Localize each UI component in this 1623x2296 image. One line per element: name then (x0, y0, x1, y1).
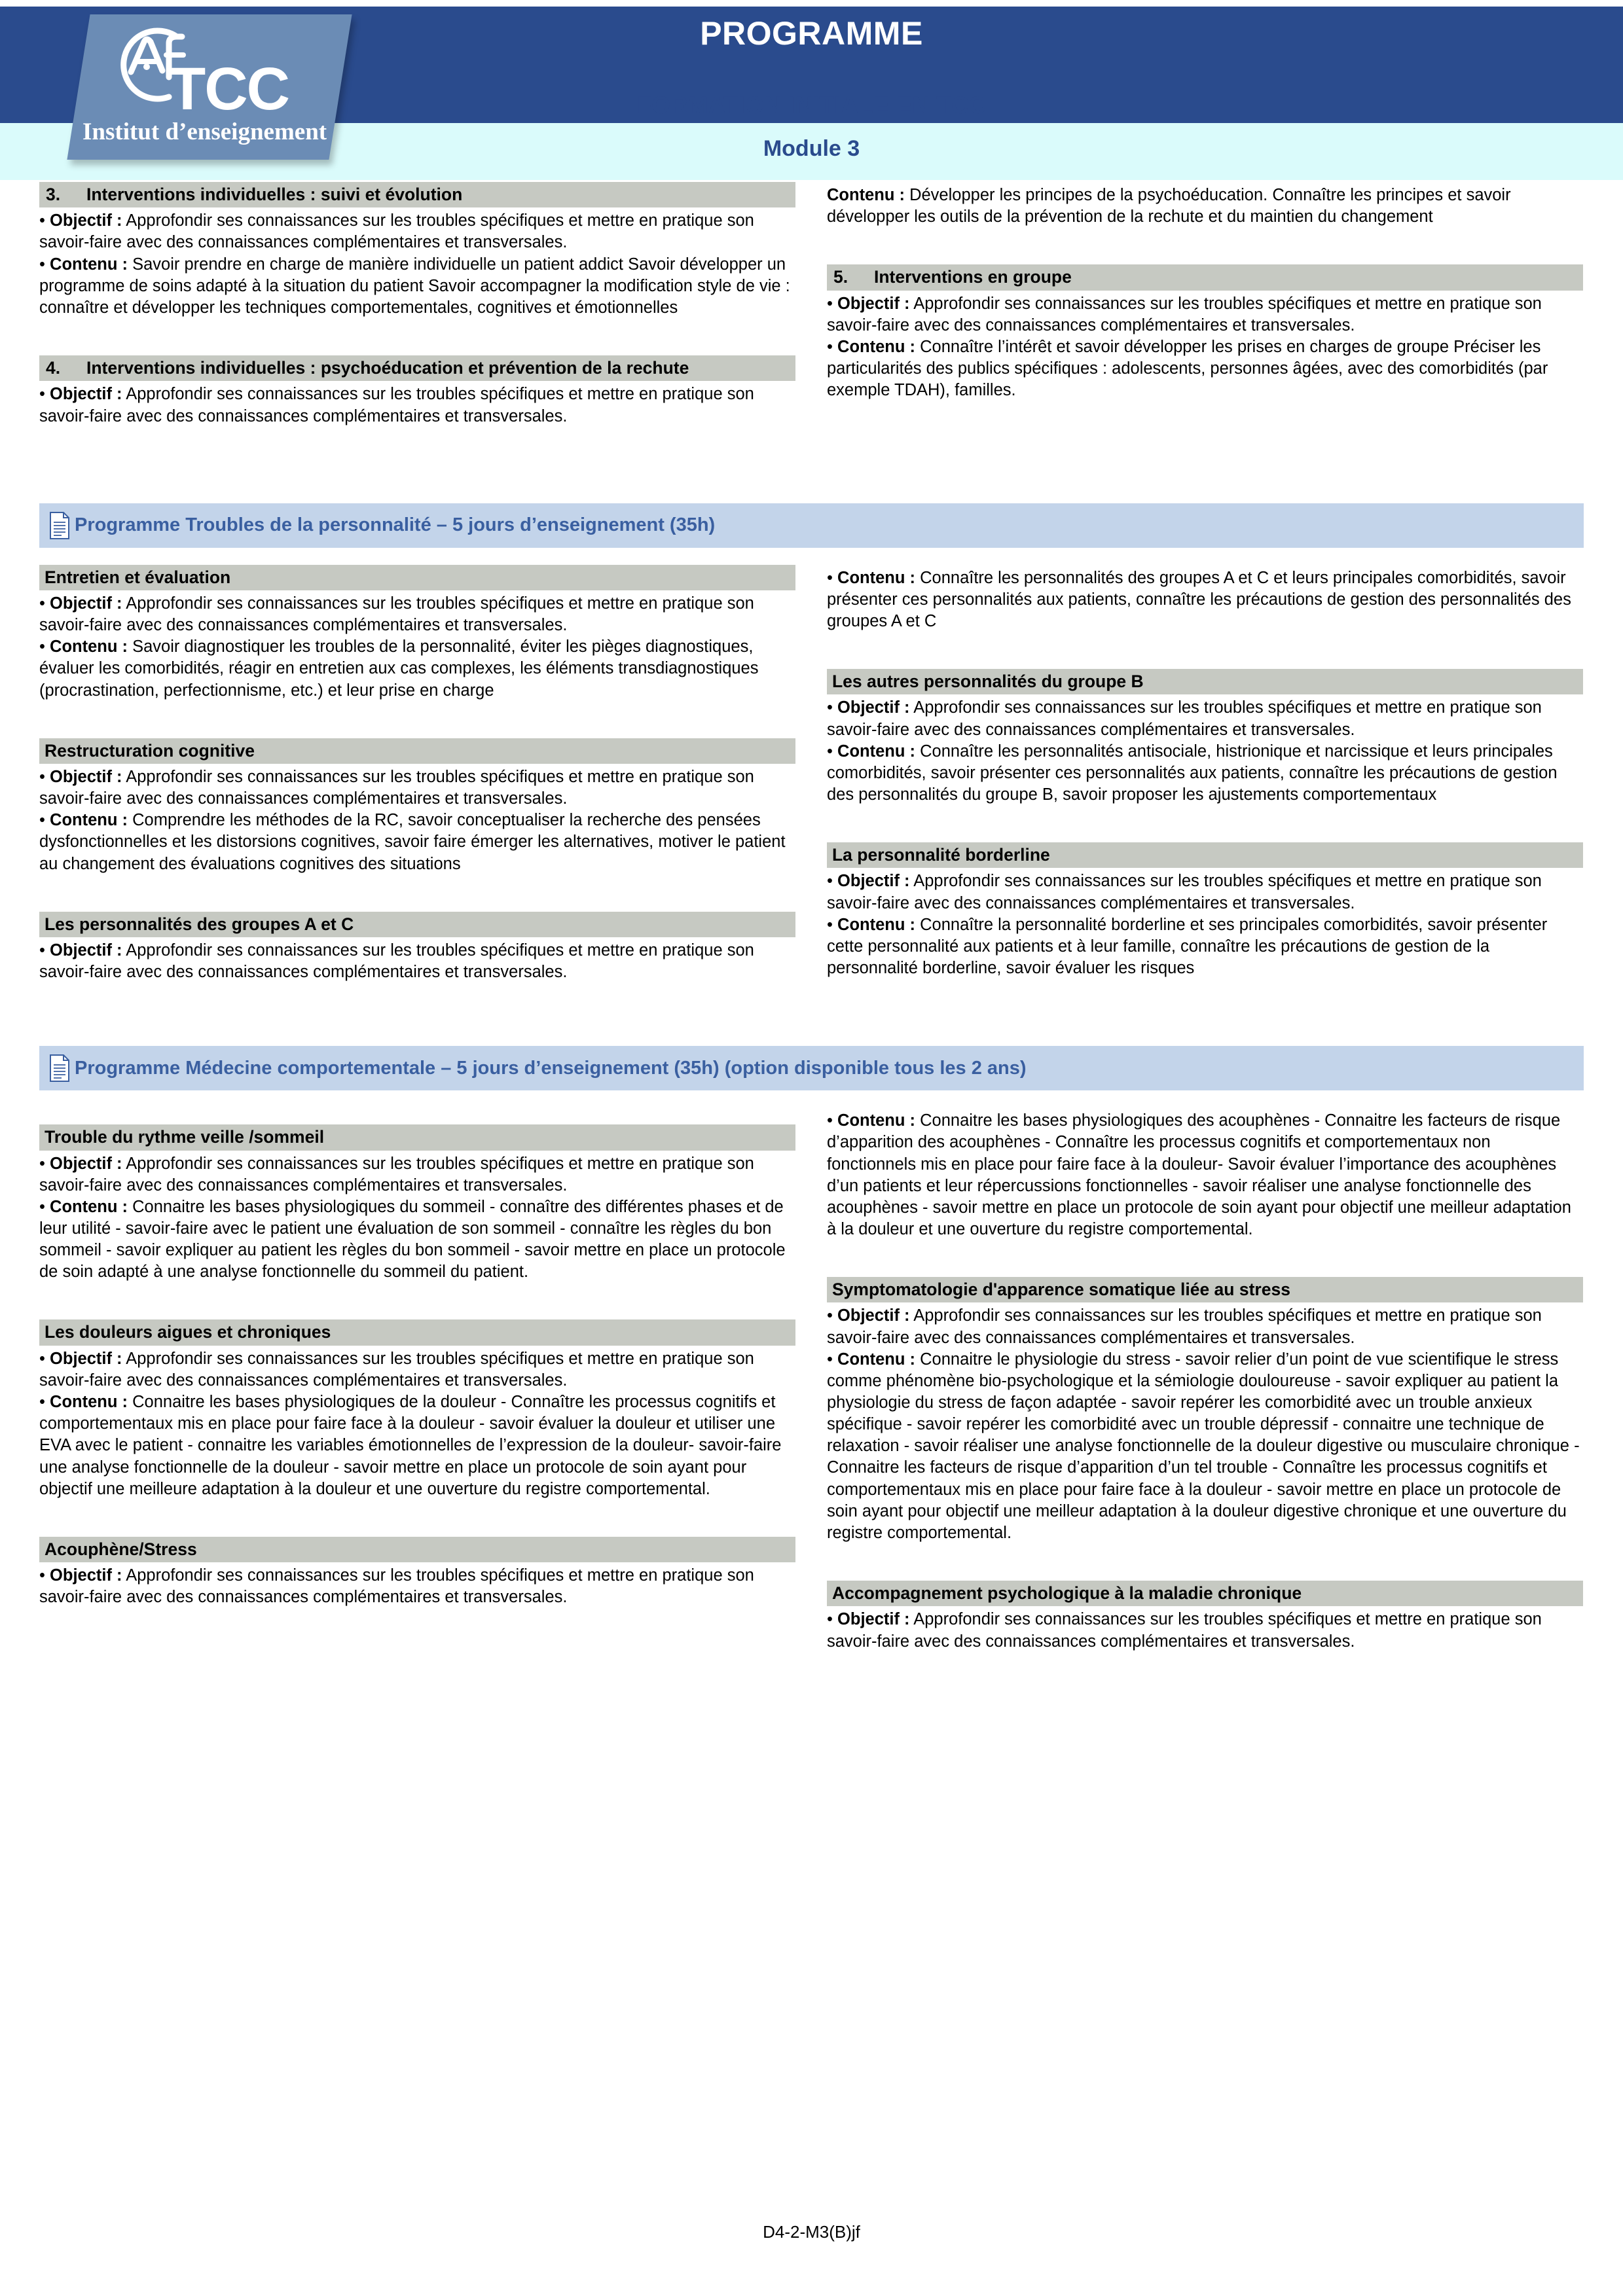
programme-medecine-banner-wrap (0, 1046, 1623, 1090)
groupe-b-objectif: Approfondir ses connaissances sur les troubles spécifiques et mettre en pratique son savoir-faire avec des connaissances complémentaires et transversales. (827, 698, 1542, 739)
contenu-label: Contenu : (50, 255, 128, 274)
groupe-b-body (827, 697, 1583, 806)
entretien-objectif: Approfondir ses connaissances sur les troubles spécifiques et mettre en pratique son savoir-faire avec des connaissances complémentaires et transversales. (39, 594, 754, 635)
item-5-title: Interventions en groupe (874, 267, 1072, 287)
programme-personnalite-banner (39, 503, 1584, 548)
item-4-number: 4. (46, 358, 61, 378)
accompagnement-body (827, 1609, 1583, 1652)
groupes-ac-contenu-block (827, 567, 1583, 632)
spacer (39, 1090, 1584, 1107)
bullet-glyph: • (39, 211, 45, 230)
spacer (39, 1500, 795, 1537)
groupe-b-contenu: Connaître les personnalités antisociale, histrionique et narcissique et leurs principales comorbidités, savoir présenter ces personnalités aux patients, connaître les précautions de gestion des personnalités du groupe B, savoir proposer les ajustements comportementaux (827, 742, 1558, 804)
subheading-personnalites-groupes-ac: Les personnalités des groupes A et C (39, 912, 795, 937)
item-4-objectif: Approfondir ses connaissances sur les troubles spécifiques et mettre en pratique son savoir-faire avec des connaissances complémentaires et transversales. (39, 385, 754, 425)
acouphene-objectif: Approfondir ses connaissances sur les troubles spécifiques et mettre en pratique son savoir-faire avec des connaissances complémentaires et transversales. (39, 1566, 754, 1607)
subheading-symptomatologie-somatique-stress: Symptomatologie d'apparence somatique liée au stress (827, 1277, 1583, 1302)
personnalite-left-column (39, 565, 795, 984)
item-3-title: Interventions individuelles : suivi et évolution (86, 185, 463, 204)
page-header (0, 0, 1623, 182)
contenu-label: Contenu : (50, 637, 128, 656)
acouphene-body (39, 1565, 795, 1608)
spacer (827, 632, 1583, 669)
item-4-contenu-block (827, 185, 1583, 228)
logo-tagline: Institut d’enseignement (82, 118, 327, 145)
borderline-body (827, 870, 1583, 979)
bullet-glyph: • (827, 1306, 833, 1325)
subheading-item-3 (39, 182, 795, 207)
item-3-body (39, 210, 795, 319)
spacer (39, 319, 795, 355)
page-title: PROGRAMME (700, 15, 923, 52)
restructuration-objectif: Approfondir ses connaissances sur les troubles spécifiques et mettre en pratique son savoir-faire avec des connaissances complémentaires et transversales. (39, 768, 754, 808)
bullet-glyph: • (39, 255, 45, 274)
bullet-glyph: • (39, 385, 45, 404)
contenu-label: Contenu : (837, 742, 916, 761)
item-5-number: 5. (833, 267, 848, 287)
spacer (827, 228, 1583, 264)
item-4-body (39, 384, 795, 427)
bullet-glyph: • (39, 1393, 45, 1412)
subheading-item-5 (827, 264, 1583, 290)
objectif-label: Objectif : (837, 1610, 910, 1629)
personnalite-right-column (827, 565, 1583, 979)
top-section-left-column (39, 182, 795, 427)
aftcc-logo (79, 14, 347, 164)
spacer (827, 1544, 1583, 1581)
sommeil-contenu: Connaitre les bases physiologiques du sommeil - connaître des différentes phases et de leur utilité - savoir-faire avec le patient une évaluation de son sommeil - connaître les règles du bon sommeil - savoir expliquer au patient les règles du bon sommeil - savoir mettre en place un protocole de soin adapté à une analyse fonctionnelle du sommeil du patient. (39, 1197, 786, 1282)
objectif-label: Objectif : (50, 385, 122, 404)
entretien-contenu: Savoir diagnostiquer les troubles de la personnalité, éviter les pièges diagnostiques, évaluer les comorbidités, réagir en entretien aux cas complexes, les éléments transdiagnostiques (procrastination, perfectionnisme, etc.) et leur prise en charge (39, 637, 759, 700)
item-5-contenu: Connaître l’intérêt et savoir développer les prises en charges de groupe Préciser les particularités des publics spécifiques : adolescents, personnes âgées, avec des comorbidités (par exemple TDAH), familles. (827, 337, 1548, 400)
item-5-objectif: Approfondir ses connaissances sur les troubles spécifiques et mettre en pratique son savoir-faire avec des connaissances complémentaires et transversales. (827, 294, 1542, 334)
spacer (39, 548, 1584, 565)
restructuration-contenu: Comprendre les méthodes de la RC, savoir conceptualiser la recherche des pensées dysfonctionnelles et les distorsions cognitives, savoir faire émerger les alternatives, motiver le patient au changement des évaluations cognitives des situations (39, 811, 786, 873)
sommeil-objectif: Approfondir ses connaissances sur les troubles spécifiques et mettre en pratique son savoir-faire avec des connaissances complémentaires et transversales. (39, 1154, 754, 1194)
objectif-label: Objectif : (50, 594, 122, 613)
contenu-label: Contenu : (837, 337, 916, 356)
bullet-glyph: • (827, 915, 833, 934)
spacer (39, 1107, 795, 1124)
bullet-glyph: • (39, 637, 45, 656)
objectif-label: Objectif : (837, 294, 910, 313)
programme-medecine-banner-text: Programme Médecine comportementale – 5 jours d’enseignement (35h) (option disponible tous les 2 ans) (75, 1057, 1027, 1079)
subheading-acouphene-stress: Acouphène/Stress (39, 1537, 795, 1562)
bullet-glyph: • (39, 1197, 45, 1216)
programme-medecine-banner (39, 1046, 1584, 1090)
medecine-left-column (39, 1107, 795, 1608)
spacer (39, 875, 795, 912)
document-icon (48, 1054, 71, 1083)
restructuration-body (39, 766, 795, 875)
contenu-label: Contenu : (837, 915, 916, 934)
spacer (0, 427, 1623, 503)
objectif-label: Objectif : (837, 1306, 910, 1325)
programme-personnalite-banner-text: Programme Troubles de la personnalité – 5 jours d’enseignement (35h) (75, 514, 716, 536)
groupes-ac-contenu: Connaître les personnalités des groupes A et C et leurs principales comorbidités, savoir présenter ces personnalités aux patients, connaître les précautions de gestion des personnalités des groupes A et C (827, 568, 1571, 630)
programme-medecine-section (0, 1090, 1623, 1652)
groupes-ac-objectif: Approfondir ses connaissances sur les troubles spécifiques et mettre en pratique son savoir-faire avec des connaissances complémentaires et transversales. (39, 941, 754, 982)
item-4-contenu: Développer les principes de la psychoéducation. Connaître les principes et savoir développer les outils de la prévention de la rechute et du maintien du changement (827, 186, 1511, 226)
contenu-label: Contenu : (827, 186, 905, 204)
header-subtitle: FORMATION INITIALE EN TCC (636, 92, 987, 118)
subheading-personnalite-borderline: La personnalité borderline (827, 842, 1583, 868)
programme-personnalite-banner-wrap (0, 503, 1623, 548)
subheading-trouble-rythme-veille-sommeil: Trouble du rythme veille /sommeil (39, 1124, 795, 1150)
programme-personnalite-section (0, 548, 1623, 984)
bullet-glyph: • (39, 811, 45, 830)
bullet-glyph: • (827, 872, 833, 891)
groupes-ac-body (39, 940, 795, 983)
bullet-glyph: • (827, 698, 833, 717)
logo-content (79, 14, 340, 160)
bullet-glyph: • (827, 294, 833, 313)
subheading-douleurs-aigues-chroniques: Les douleurs aigues et chroniques (39, 1319, 795, 1345)
header-module: Module 3 (763, 136, 860, 161)
footer-doc-code: D4-2-M3(B)jf (763, 2222, 860, 2242)
borderline-objectif: Approfondir ses connaissances sur les troubles spécifiques et mettre en pratique son savoir-faire avec des connaissances complémentaires et transversales. (827, 872, 1542, 912)
subheading-autres-personnalites-groupe-b: Les autres personnalités du groupe B (827, 669, 1583, 694)
objectif-label: Objectif : (50, 1349, 122, 1368)
item-5-body (827, 293, 1583, 402)
bullet-glyph: • (39, 1349, 45, 1368)
entretien-evaluation-body (39, 593, 795, 702)
spacer (827, 1240, 1583, 1277)
contenu-label: Contenu : (837, 1350, 916, 1369)
bullet-glyph: • (827, 568, 833, 587)
document-icon (48, 511, 71, 540)
objectif-label: Objectif : (50, 1154, 122, 1173)
contenu-label: Contenu : (837, 1111, 916, 1130)
item-3-contenu: Savoir prendre en charge de manière individuelle un patient addict Savoir développer un programme de soins adapté à la situation du patient Savoir accompagner la modification style de vie : connaître et développer les techniques comportementales, cognitives et émotionnelles (39, 255, 790, 317)
item-3-number: 3. (46, 185, 61, 204)
subheading-entretien-evaluation: Entretien et évaluation (39, 565, 795, 590)
sommeil-body (39, 1153, 795, 1283)
top-section-right-column (827, 182, 1583, 401)
douleurs-objectif: Approfondir ses connaissances sur les troubles spécifiques et mettre en pratique son savoir-faire avec des connaissances complémentaires et transversales. (39, 1349, 754, 1390)
bullet-glyph: • (39, 1566, 45, 1585)
medecine-right-column (827, 1107, 1583, 1652)
douleurs-body (39, 1348, 795, 1500)
contenu-label: Contenu : (50, 1197, 128, 1216)
top-section (0, 182, 1623, 427)
subheading-accompagnement-maladie-chronique: Accompagnement psychologique à la maladie chronique (827, 1581, 1583, 1606)
bullet-glyph: • (827, 1610, 833, 1629)
bullet-glyph: • (827, 337, 833, 356)
contenu-label: Contenu : (837, 568, 916, 587)
objectif-label: Objectif : (50, 768, 122, 786)
symptomatologie-contenu: Connaitre le physiologie du stress - savoir relier d’un point de vue scientifique le stress comme phénomène bio-psychologique et la sémiologie douloureuse - savoir expliquer au patient la physiologie du stress de façon adaptée - savoir repérer les comorbidité avec un trouble anxieux spécifique - savoir repérer les comorbidité avec un trouble dépressif - connaitre une technique de relaxation - savoir réaliser une analyse fonctionnelle de la douleur digestive ou musculaire chronique - Connaitre les facteurs de risque d’apparition d’un tel trouble - Connaître les processus cognitifs et comportementaux mis en place pour faire face à la douleur - savoir mettre en place un protocole de soin ayant pour objectif une meilleur adaptation à la douleur digestive chronique et une ouverture du registre comportemental. (827, 1350, 1580, 1542)
logo-brand: TCC (169, 56, 289, 122)
item-3-objectif: Approfondir ses connaissances sur les troubles spécifiques et mettre en pratique son savoir-faire avec des connaissances complémentaires et transversales. (39, 211, 754, 252)
bullet-glyph: • (39, 594, 45, 613)
spacer (0, 983, 1623, 1046)
accompagnement-objectif: Approfondir ses connaissances sur les troubles spécifiques et mettre en pratique son savoir-faire avec des connaissances complémentaires et transversales. (827, 1610, 1542, 1651)
item-4-title: Interventions individuelles : psychoéducation et prévention de la rechute (86, 358, 689, 378)
spacer (827, 806, 1583, 842)
bullet-glyph: • (39, 1154, 45, 1173)
objectif-label: Objectif : (837, 698, 910, 717)
objectif-label: Objectif : (50, 941, 122, 960)
douleurs-contenu: Connaitre les bases physiologiques de la douleur - Connaître les processus cognitifs et comportementaux mis en place pour faire face à la douleur - savoir évaluer la douleur et utiliser une EVA avec le patient - connaitre les variables émotionnelles de l’expression de la douleur- savoir-faire une analyse fonctionnelle de la douleur - savoir mettre en place un protocole de soin ayant pour objectif une meilleure adaptation à la douleur et une ouverture du registre comportemental. (39, 1393, 782, 1498)
objectif-label: Objectif : (50, 211, 122, 230)
contenu-label: Contenu : (50, 1393, 128, 1412)
bullet-glyph: • (39, 941, 45, 960)
objectif-label: Objectif : (50, 1566, 122, 1585)
bullet-glyph: • (827, 1111, 833, 1130)
bullet-glyph: • (39, 768, 45, 786)
bullet-glyph: • (827, 1350, 833, 1369)
acouphene-contenu-block (827, 1110, 1583, 1240)
symptomatologie-body (827, 1305, 1583, 1544)
objectif-label: Objectif : (837, 872, 910, 891)
bullet-glyph: • (827, 742, 833, 761)
subheading-restructuration-cognitive: Restructuration cognitive (39, 738, 795, 764)
borderline-contenu: Connaître la personnalité borderline et ses principales comorbidités, savoir présenter cette personnalité aux patients et à leur famille, connaître les précautions de gestion de la personnalité borderline, savoir évaluer les risques (827, 915, 1548, 977)
spacer (39, 702, 795, 738)
symptomatologie-objectif: Approfondir ses connaissances sur les troubles spécifiques et mettre en pratique son savoir-faire avec des connaissances complémentaires et transversales. (827, 1306, 1542, 1347)
acouphene-contenu: Connaitre les bases physiologiques des acouphènes - Connaitre les facteurs de risque d’apparition des acouphènes - Connaître les processus cognitifs et comportementaux non fonctionnels mis en place pour faire face à la douleur- Savoir évaluer l’importance des acouphènes d’un patients et leur répercussions fonctionnelles - savoir réaliser une analyse fonctionnelle des acouphènes - savoir mettre en place un protocole de soin ayant pour objectif une meilleur adaptation à la douleur et une ouverture du registre comportemental. (827, 1111, 1571, 1239)
contenu-label: Contenu : (50, 811, 128, 830)
subheading-item-4 (39, 355, 795, 381)
spacer (39, 1283, 795, 1319)
